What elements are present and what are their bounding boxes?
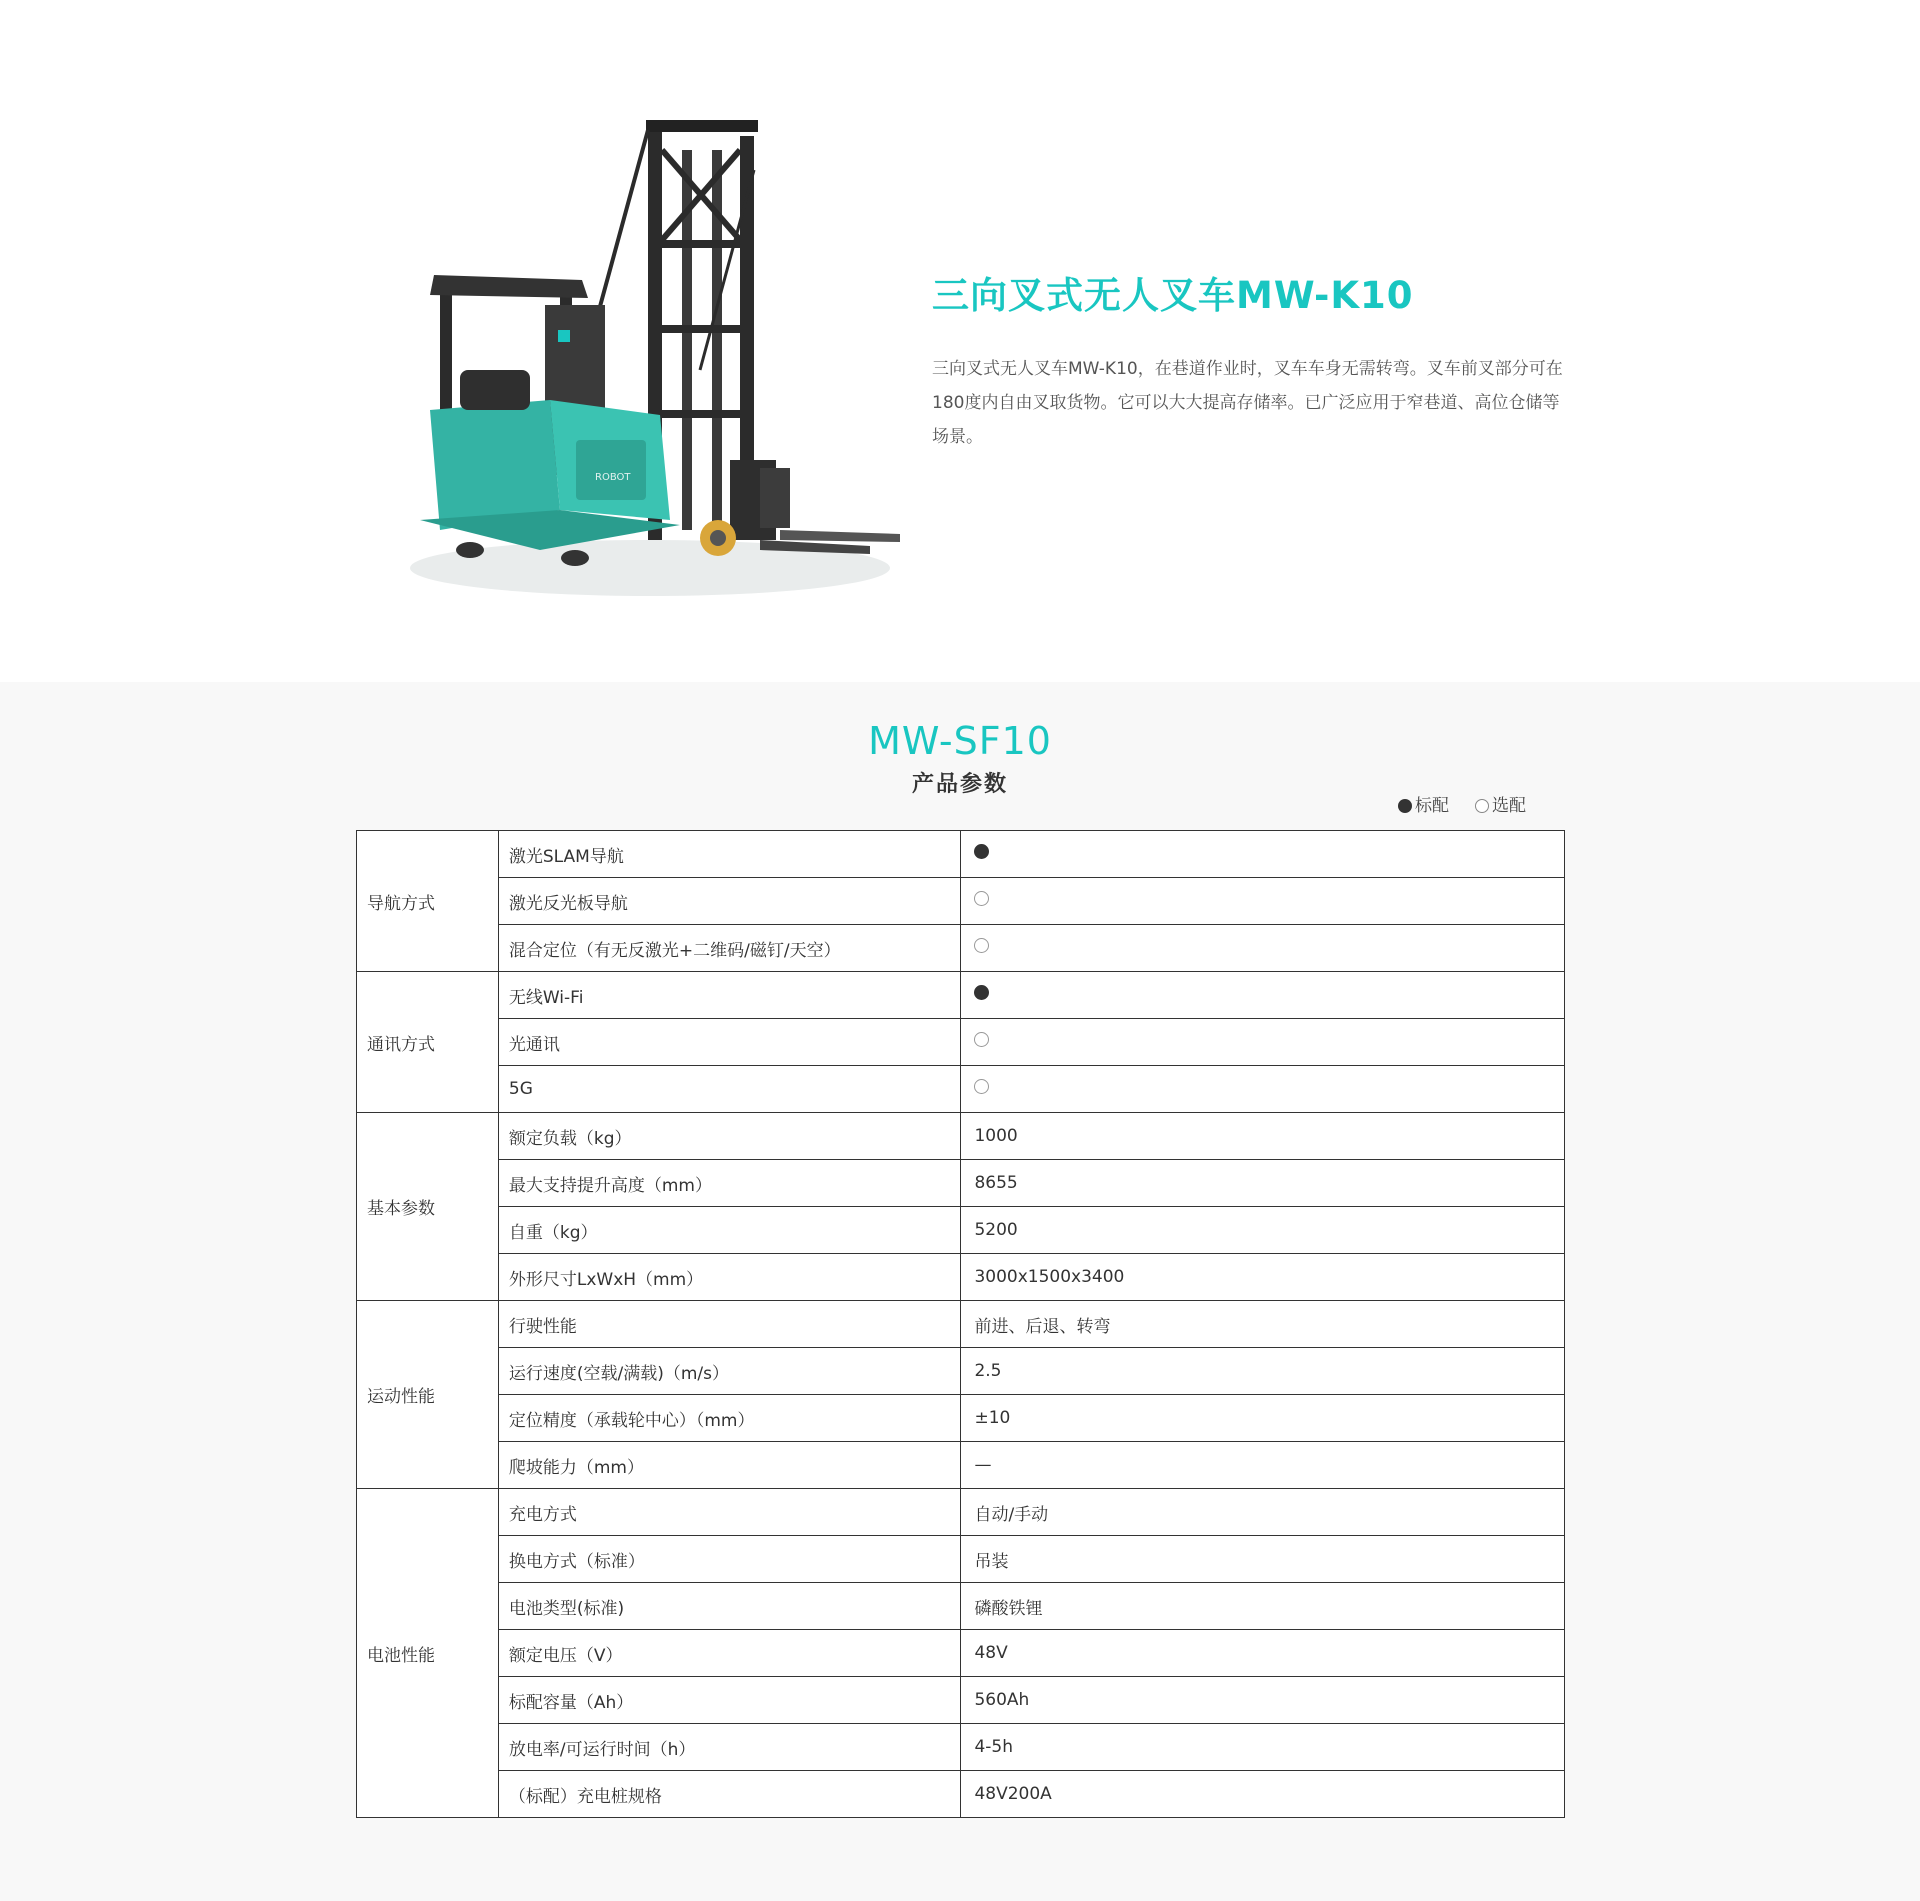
spec-table-body — [357, 831, 1565, 1818]
param-value-cell: 2.5 — [961, 1348, 1565, 1395]
param-value-cell — [961, 831, 1565, 878]
param-value-cell: 8655 — [961, 1160, 1565, 1207]
param-name-cell: 放电率/可运行时间（h） — [498, 1724, 961, 1771]
table-row — [357, 878, 1565, 925]
param-value-cell: 4-5h — [961, 1724, 1565, 1771]
param-name-cell: 额定负载（kg） — [498, 1113, 961, 1160]
optional-dot-icon — [974, 938, 989, 953]
param-name-cell: 额定电压（V） — [498, 1630, 961, 1677]
table-row — [357, 831, 1565, 878]
param-name-cell: 爬坡能力（mm） — [498, 1442, 961, 1489]
param-value-cell: 3000x1500x3400 — [961, 1254, 1565, 1301]
group-name-cell: 基本参数 — [357, 1113, 499, 1301]
param-name-cell: 无线Wi-Fi — [498, 972, 961, 1019]
legend-optional — [1475, 794, 1526, 818]
param-name-cell: 换电方式（标准） — [498, 1536, 961, 1583]
product-title: 三向叉式无人叉车MW-K10 — [932, 274, 1414, 317]
param-value-cell: 560Ah — [961, 1677, 1565, 1724]
param-value-cell — [961, 1019, 1565, 1066]
table-row — [357, 1771, 1565, 1818]
param-value-cell: 自动/手动 — [961, 1489, 1565, 1536]
param-name-cell: 行驶性能 — [498, 1301, 961, 1348]
model-title: MW-SF10 — [868, 719, 1052, 763]
param-value-cell — [961, 1066, 1565, 1113]
param-value-cell: — — [961, 1442, 1565, 1489]
legend-optional-label: 选配 — [1492, 796, 1526, 816]
param-name-cell: 标配容量（Ah） — [498, 1677, 961, 1724]
param-value-cell: ±10 — [961, 1395, 1565, 1442]
param-name-cell: 最大支持提升高度（mm） — [498, 1160, 961, 1207]
param-name-cell: 自重（kg） — [498, 1207, 961, 1254]
group-name-cell: 导航方式 — [357, 831, 499, 972]
table-row — [357, 1207, 1565, 1254]
param-name-cell: 光通讯 — [498, 1019, 961, 1066]
param-value-cell: 1000 — [961, 1113, 1565, 1160]
spec-subtitle: 产品参数 — [911, 772, 1008, 797]
table-row — [357, 972, 1565, 1019]
optional-dot-icon — [974, 891, 989, 906]
param-name-cell: （标配）充电桩规格 — [498, 1771, 961, 1818]
table-row — [357, 1160, 1565, 1207]
empty-dot-icon — [1475, 799, 1489, 813]
table-row — [357, 1677, 1565, 1724]
hero-section — [0, 0, 1920, 682]
group-name-cell: 电池性能 — [357, 1489, 499, 1818]
param-value-cell: 吊装 — [961, 1536, 1565, 1583]
param-value-cell: 48V — [961, 1630, 1565, 1677]
table-row — [357, 1019, 1565, 1066]
spec-section — [0, 682, 1920, 1901]
table-row — [357, 1301, 1565, 1348]
param-value-cell — [961, 972, 1565, 1019]
svg-text:ROBOT: ROBOT — [595, 472, 631, 483]
param-name-cell: 激光SLAM导航 — [498, 831, 961, 878]
param-value-cell: 48V200A — [961, 1771, 1565, 1818]
table-row — [357, 925, 1565, 972]
legend — [1398, 794, 1526, 818]
param-name-cell: 充电方式 — [498, 1489, 961, 1536]
standard-dot-icon — [974, 844, 989, 859]
hero-text-block — [932, 270, 1572, 454]
param-value-cell — [961, 878, 1565, 925]
param-name-cell: 电池类型(标准) — [498, 1583, 961, 1630]
table-row — [357, 1348, 1565, 1395]
group-name-cell: 运动性能 — [357, 1301, 499, 1489]
filled-dot-icon — [1398, 799, 1412, 813]
param-name-cell: 混合定位（有无反激光+二维码/磁钉/天空） — [498, 925, 961, 972]
table-row — [357, 1536, 1565, 1583]
forklift-product-image — [400, 110, 920, 630]
standard-dot-icon — [974, 985, 989, 1000]
legend-standard — [1398, 794, 1449, 818]
table-row — [357, 1395, 1565, 1442]
table-row — [357, 1254, 1565, 1301]
spec-table — [356, 830, 1565, 1818]
table-row — [357, 1630, 1565, 1677]
table-row — [357, 1113, 1565, 1160]
optional-dot-icon — [974, 1079, 989, 1094]
param-name-cell: 激光反光板导航 — [498, 878, 961, 925]
param-value-cell: 磷酸铁锂 — [961, 1583, 1565, 1630]
group-name-cell: 通讯方式 — [357, 972, 499, 1113]
param-name-cell: 5G — [498, 1066, 961, 1113]
product-description: 三向叉式无人叉车MW-K10，在巷道作业时，叉车车身无需转弯。叉车前叉部分可在180度内自由叉取货物。它可以大大提高存储率。已广泛应用于窄巷道、高位仓储等场景。 — [932, 359, 1563, 447]
param-value-cell: 5200 — [961, 1207, 1565, 1254]
param-value-cell — [961, 925, 1565, 972]
table-row — [357, 1442, 1565, 1489]
table-row — [357, 1724, 1565, 1771]
legend-standard-label: 标配 — [1415, 796, 1449, 816]
param-name-cell: 外形尺寸LxWxH（mm） — [498, 1254, 961, 1301]
param-name-cell: 定位精度（承载轮中心）（mm） — [498, 1395, 961, 1442]
table-row — [357, 1583, 1565, 1630]
table-row — [357, 1066, 1565, 1113]
table-row — [357, 1489, 1565, 1536]
param-value-cell: 前进、后退、转弯 — [961, 1301, 1565, 1348]
param-name-cell: 运行速度(空载/满载)（m/s） — [498, 1348, 961, 1395]
optional-dot-icon — [974, 1032, 989, 1047]
